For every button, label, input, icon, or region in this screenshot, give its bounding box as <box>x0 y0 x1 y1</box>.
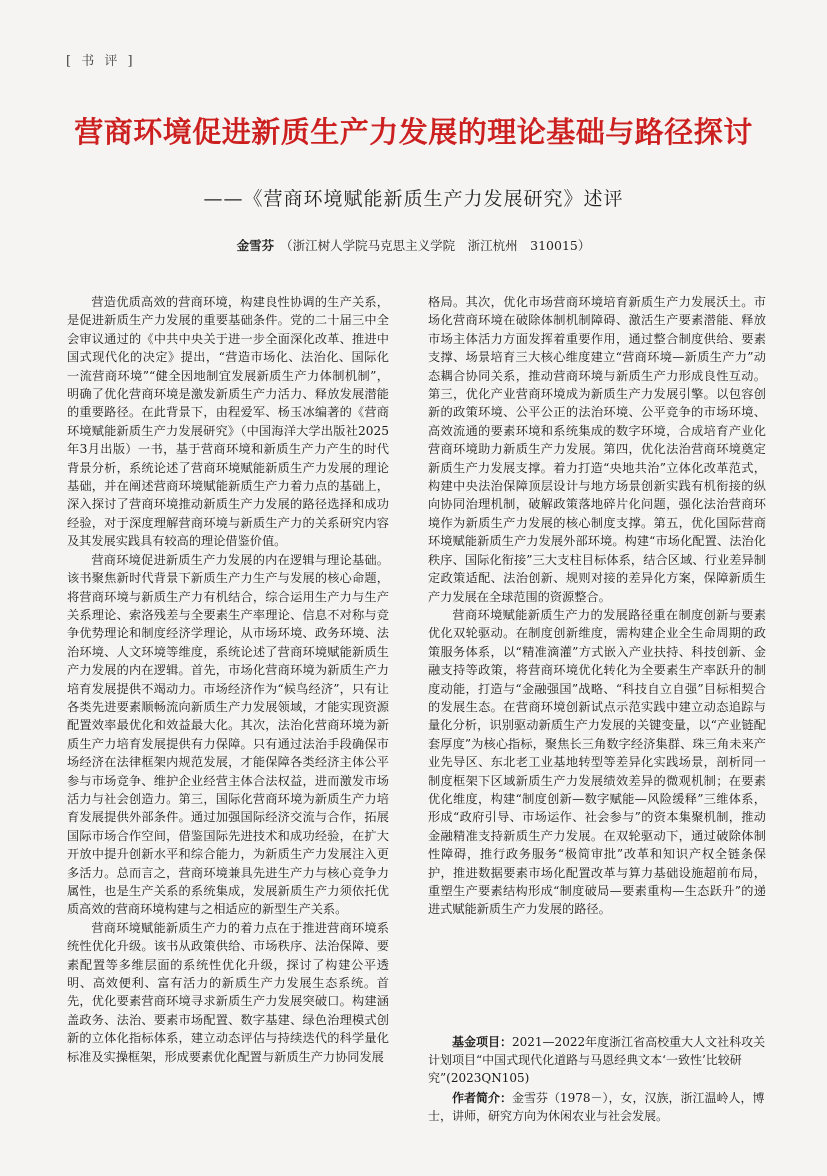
footnotes <box>428 1033 766 1127</box>
author-affiliation: （浙江树人学院马克思主义学院 浙江杭州 310015） <box>280 238 591 253</box>
article-title: 营商环境促进新质生产力发展的理论基础与路径探讨 <box>74 115 753 149</box>
author-line <box>0 236 827 254</box>
left-column <box>67 293 389 1066</box>
author-name: 金雪芬 <box>236 238 275 253</box>
paragraph: 营商环境赋能新质生产力的发展路径重在制度创新与要素优化双轮驱动。在制度创新维度，需构建企业全生命周期的政策服务体系，以“精准滴灌”方式嵌入产业扶持、科技创新、金融支持等政策，将营商环境优化转化为全要素生产率跃升的制度动能，打造与“金融强国”战略、“科技自立自强”目标相契合的发展生态。在营商环境创新试点示范实践中建立动态追踪与量化分析，识别驱动新质生产力发展的关键变量，以“产业链配套厚度”为核心指标，聚焦长三角数字经济集群、珠三角未来产业先导区、东北老工业基地转型等差异化实践场景，剖析同一制度框架下区域新质生产力发展绩效差异的微观机制；在要素优化维度，构建“制度创新—数字赋能—风险缓释”三维体系，形成“政府引导、市场运作、社会参与”的资本集聚机制，推动金融精准支持新质生产力发展。在双轮驱动下，通过破除体制性障碍，推行政务服务“极简审批”改革和知识产权全链条保护，推进数据要素市场化配置改革与算力基础设施超前布局，重塑生产要素结构形成“制度破局—要素重构—生态跃升”的递进式赋能新质生产力发展的路径。 <box>428 607 766 917</box>
right-column <box>428 293 766 919</box>
paragraph: 营造优质高效的营商环境，构建良性协调的生产关系，是促进新质生产力发展的重要基础条件。党的二十届三中全会审议通过的《中共中央关于进一步全面深化改革、推进中国式现代化的决定》提出，“营造市场化、法治化、国际化一流营商环境”“健全因地制宜发展新质生产力体制机制”，明确了优化营商环境是激发新质生产力活力、释放发展潜能的重要路径。在此背景下，由程爱军、杨玉冰编著的《营商环境赋能新质生产力发展研究》（中国海洋大学出版社2025年3月出版）一书，基于营商环境和新质生产力产生的时代背景分析，系统论述了营商环境赋能新质生产力发展的理论基础，并在阐述营商环境赋能新质生产力着力点的基础上，深入探讨了营商环境推动新质生产力发展的路径选择和成功经验，对于深度理解营商环境与新质生产力的关系研究内容及其发展实践具有较高的理论借鉴价值。 <box>67 295 389 549</box>
bio-text: 金雪芬（1978－），女，汉族，浙江温岭人，博士，讲师，研究方向为休闲农业与社会发展。 <box>428 1091 765 1123</box>
article-subtitle: ——《营商环境赋能新质生产力发展研究》述评 <box>203 188 624 210</box>
paragraph: 营商环境赋能新质生产力的着力点在于推进营商环境系统性优化升级。该书从政策供给、市场秩序、法治保障、要素配置等多维层面的系统性优化升级，探讨了构建公平透明、高效便利、富有活力的新质生产力发展生态系统。首先，优化要素营商环境寻求新质生产力发展突破口。构建涵盖政务、法治、要素市场配置、数字基建、绿色治理模式创新的立体化指标体系，建立动态评估与持续迭代的科学量化标准及实操框架，形成要素优化配置与新质生产力协同发展 <box>67 920 389 1064</box>
section-tag: [ 书 评 ] <box>66 54 136 69</box>
fund-text: 2021—2022年度浙江省高校重大人文社科攻关计划项目“中国式现代化道路与马恩经典文本‘一致性’比较研究”(2023QN105) <box>428 1035 766 1085</box>
paragraph: 格局。其次，优化市场营商环境培育新质生产力发展沃土。市场化营商环境在破除体制机制障碍、激活生产要素潜能、释放市场主体活力方面发挥着重要作用，通过整合制度供给、要素支撑、场景培育三大核心维度建立“营商环境—新质生产力”动态耦合协同关系，推动营商环境与新质生产力形成良性互动。第三，优化产业营商环境成为新质生产力发展引擎。以包容创新的政策环境、公平公正的法治环境、公平竞争的市场环境、高效流通的要素环境和系统集成的数字环境，合成培育产业化营商环境助力新质生产力发展。第四，优化法治营商环境奠定新质生产力发展支撑。着力打造“央地共治”立体化改革范式，构建中央法治保障顶层设计与地方场景创新实践有机衔接的纵向协同治理机制，破解政策落地碎片化问题，强化法治营商环境作为新质生产力发展的核心制度支撑。第五，优化国际营商环境赋能新质生产力发展外部环境。构建“市场化配置、法治化秩序、国际化衔接”三大支柱目标体系，结合区域、行业差异制定政策适配、法治创新、规则对接的差异化方案，保障新质生产力发展在全球范围的资源整合。 <box>428 295 766 604</box>
bio-note <box>428 1089 766 1125</box>
fund-label: 基金项目： <box>452 1035 513 1049</box>
paragraph: 营商环境促进新质生产力发展的内在逻辑与理论基础。该书聚焦新时代背景下新质生产力生产与发展的核心命题，将营商环境与新质生产力有机结合，综合运用生产力与生产关系理论、索洛残差与全要素生产率理论、信息不对称与竞争优势理论和制度经济学理论，从市场环境、政务环境、法治环境、人文环境等维度，系统论述了营商环境赋能新质生产力发展的内在逻辑。首先，市场化营商环境为新质生产力培育发展提供不竭动力。市场经济作为“候鸟经济”，只有让各类先进要素顺畅流向新质生产力发展领域，才能实现资源配置效率最优化和效益最大化。其次，法治化营商环境为新质生产力培育发展提供有力保障。只有通过法治手段确保市场经济在法律框架内规范发展，才能保障各类经济主体公平参与市场竞争、维护企业经营主体合法权益，进而激发市场活力与社会创造力。第三，国际化营商环境为新质生产力培育发展提供外部条件。通过加强国际经济交流与合作，拓展国际市场合作空间，借鉴国际先进技术和成功经验，在扩大开放中提升创新水平和综合能力，为新质生产力发展注入更多活力。总而言之，营商环境兼具先进生产力与核心竞争力属性，也是生产关系的系统集成，发展新质生产力须依托优质高效的营商环境构建与之相适应的新型生产关系。 <box>67 552 389 917</box>
fund-note <box>428 1033 766 1087</box>
bio-label: 作者简介： <box>452 1091 513 1105</box>
